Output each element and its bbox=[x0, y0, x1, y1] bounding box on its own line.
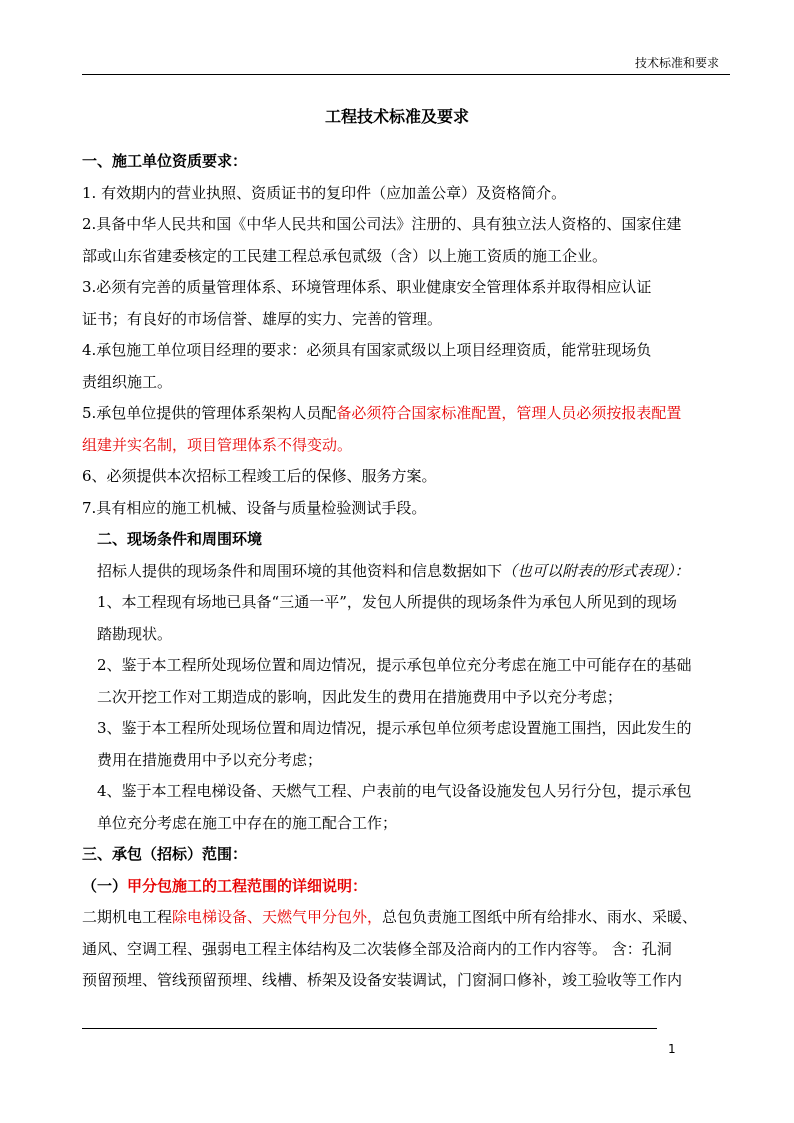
document-title: 工程技术标准及要求 bbox=[324, 107, 469, 126]
subheading-red-text: 甲分包施工的工程范围的详细说明： bbox=[127, 876, 368, 895]
subheading-prefix: （一） bbox=[82, 876, 128, 895]
section1-line5b: 组建并实名制，项目管理体系不得变动。 bbox=[82, 435, 353, 454]
section1-heading: 一、施工单位资质要求： bbox=[82, 152, 248, 170]
section2-item1b: 踏勘现状。 bbox=[97, 624, 173, 643]
section2-item4a: 4、鉴于本工程电梯设备、天燃气工程、户表前的电气设备设施发包人另行分包，提示承包 bbox=[97, 782, 692, 800]
para1-black-text-1: 二期机电工程 bbox=[82, 908, 173, 926]
section1-line6: 6、必须提供本次招标工程竣工后的保修、服务方案。 bbox=[82, 467, 437, 485]
section2-item4b: 单位充分考虑在施工中存在的施工配合工作； bbox=[97, 813, 398, 832]
section2-item1a: 1、本工程现有场地已具备“三通一平”，发包人所提供的现场条件为承包人所见到的现场 bbox=[97, 593, 677, 611]
section1-line7: 7.具有相应的施工机械、设备与质量检验测试手段。 bbox=[82, 498, 427, 517]
line5-black-text: 5.承包单位提供的管理体系架构人员配 bbox=[82, 404, 337, 422]
section2-item3a: 3、鉴于本工程所处现场位置和周边情况，提示承包单位须考虑设置施工围挡，因此发生的 bbox=[97, 719, 692, 737]
section3-heading: 三、承包（招标）范围： bbox=[82, 845, 248, 863]
section2-intro bbox=[82, 556, 730, 588]
para1-black-text-2: 总包负责施工图纸中所有给排水、雨水、采暖、 bbox=[382, 908, 698, 926]
para1-red-text: 除电梯设备、天燃气甲分包外， bbox=[172, 908, 383, 926]
intro-italic-text: （也可以附表的形式表现）： bbox=[502, 561, 690, 580]
footer-rule bbox=[82, 1028, 657, 1029]
document-body bbox=[82, 146, 730, 997]
section1-line3a: 3.必须有完善的质量管理体系、环境管理体系、职业健康安全管理体系并取得相应认证 bbox=[82, 278, 652, 296]
section3-para2: 通风、空调工程、强弱电工程主体结构及二次装修全部及洽商内的工作内容等。 含：孔洞 bbox=[82, 939, 672, 958]
section2-item3b: 费用在措施费用中予以充分考虑； bbox=[97, 750, 323, 769]
section2-item2b: 二次开挖工作对工期造成的影响，因此发生的费用在措施费用中予以充分考虑； bbox=[97, 687, 623, 706]
section1-line1: 1. 有效期内的营业执照、资质证书的复印件（应加盖公章）及资格简介。 bbox=[82, 183, 567, 202]
intro-main-text: 招标人提供的现场条件和周围环境的其他资料和信息数据如下 bbox=[97, 561, 503, 580]
section1-line3b: 证书；有良好的市场信誉、雄厚的实力、完善的管理。 bbox=[82, 309, 443, 328]
section2-item2a: 2、鉴于本工程所处现场位置和周边情况，提示承包单位充分考虑在施工中可能存在的基础 bbox=[97, 656, 692, 674]
header-rule bbox=[82, 74, 730, 75]
section3-para3: 预留预埋、管线预留预埋、线槽、桥架及设备安装调试，门窗洞口修补，竣工验收等工作内 bbox=[82, 971, 683, 989]
section1-line2a: 2.具备中华人民共和国《中华人民共和国公司法》注册的、具有独立法人资格的、国家住建 bbox=[82, 215, 682, 233]
page-number: 1 bbox=[668, 1042, 676, 1056]
line5-red-text: 备必须符合国家标准配置，管理人员必须按报表配置 bbox=[336, 404, 682, 422]
header-text: 技术标准和要求 bbox=[634, 56, 719, 70]
section1-line5a bbox=[82, 398, 730, 430]
section2-heading: 二、现场条件和周围环境 bbox=[97, 530, 263, 548]
section1-line4a: 4.承包施工单位项目经理的要求：必须具有国家贰级以上项目经理资质，能常驻现场负 bbox=[82, 341, 652, 359]
section1-line2b: 部或山东省建委核定的工民建工程总承包贰级（含）以上施工资质的施工企业。 bbox=[82, 246, 608, 265]
section3-para1 bbox=[82, 902, 730, 934]
section1-line4b: 责组织施工。 bbox=[82, 372, 173, 391]
section3-subheading bbox=[82, 871, 730, 903]
